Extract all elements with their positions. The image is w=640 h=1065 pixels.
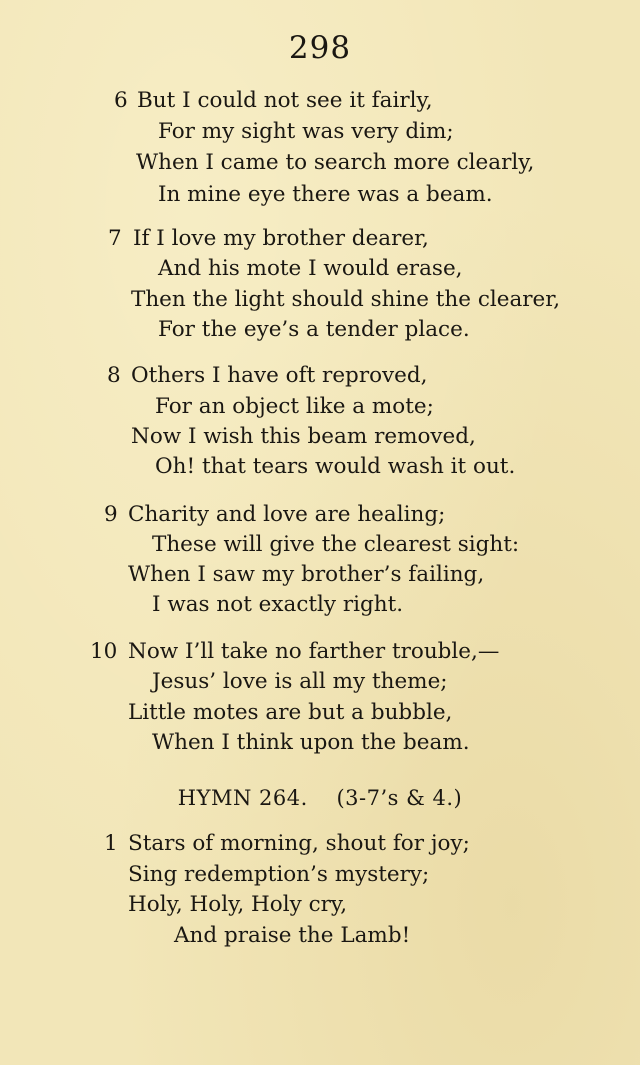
stanza-number: 6 [114,88,128,113]
verse-line: For the eye’s a tender place. [158,317,470,342]
verse-line: When I saw my brother’s failing, [128,562,485,587]
verse-line: But I could not see it fairly, [137,88,433,113]
verse-line: Jesus’ love is all my theme; [152,669,448,694]
verse-line: If I love my brother dearer, [133,226,429,251]
hymn-meter: (3-7’s & 4.) [336,786,463,810]
verse-line: Now I’ll take no farther trouble,— [128,639,500,664]
verse-line: For an object like a mote; [155,394,434,419]
verse-line: These will give the clearest sight: [152,532,520,557]
verse-line: Now I wish this beam removed, [131,424,476,449]
stanza-number: 8 [107,363,121,388]
verse-line: Sing redemption’s mystery; [128,862,430,887]
hymn-heading [0,783,640,813]
stanza-number: 7 [108,226,122,251]
verse-line: Holy, Holy, Holy cry, [128,892,348,917]
verse-line: Stars of morning, shout for joy; [128,831,470,856]
hymn-title: HYMN 264. [177,786,308,810]
verse-line: And praise the Lamb! [174,923,411,948]
verse-line: When I came to search more clearly, [136,150,535,175]
verse-line: When I think upon the beam. [152,730,470,755]
verse-line: Then the light should shine the clearer, [131,287,561,312]
stanza-number: 1 [104,831,118,856]
verse-line: Oh! that tears would wash it out. [155,454,516,479]
page-number: 298 [288,30,352,66]
verse-line: For my sight was very dim; [158,119,454,144]
verse-line: Others I have oft reproved, [131,363,428,388]
verse-line: Charity and love are healing; [128,502,446,527]
verse-line: I was not exactly right. [152,592,404,617]
verse-line: Little motes are but a bubble, [128,700,453,725]
verse-line: And his mote I would erase, [158,256,463,281]
stanza-number: 10 [90,639,118,664]
verse-line: In mine eye there was a beam. [158,182,493,207]
stanza-number: 9 [104,502,118,527]
